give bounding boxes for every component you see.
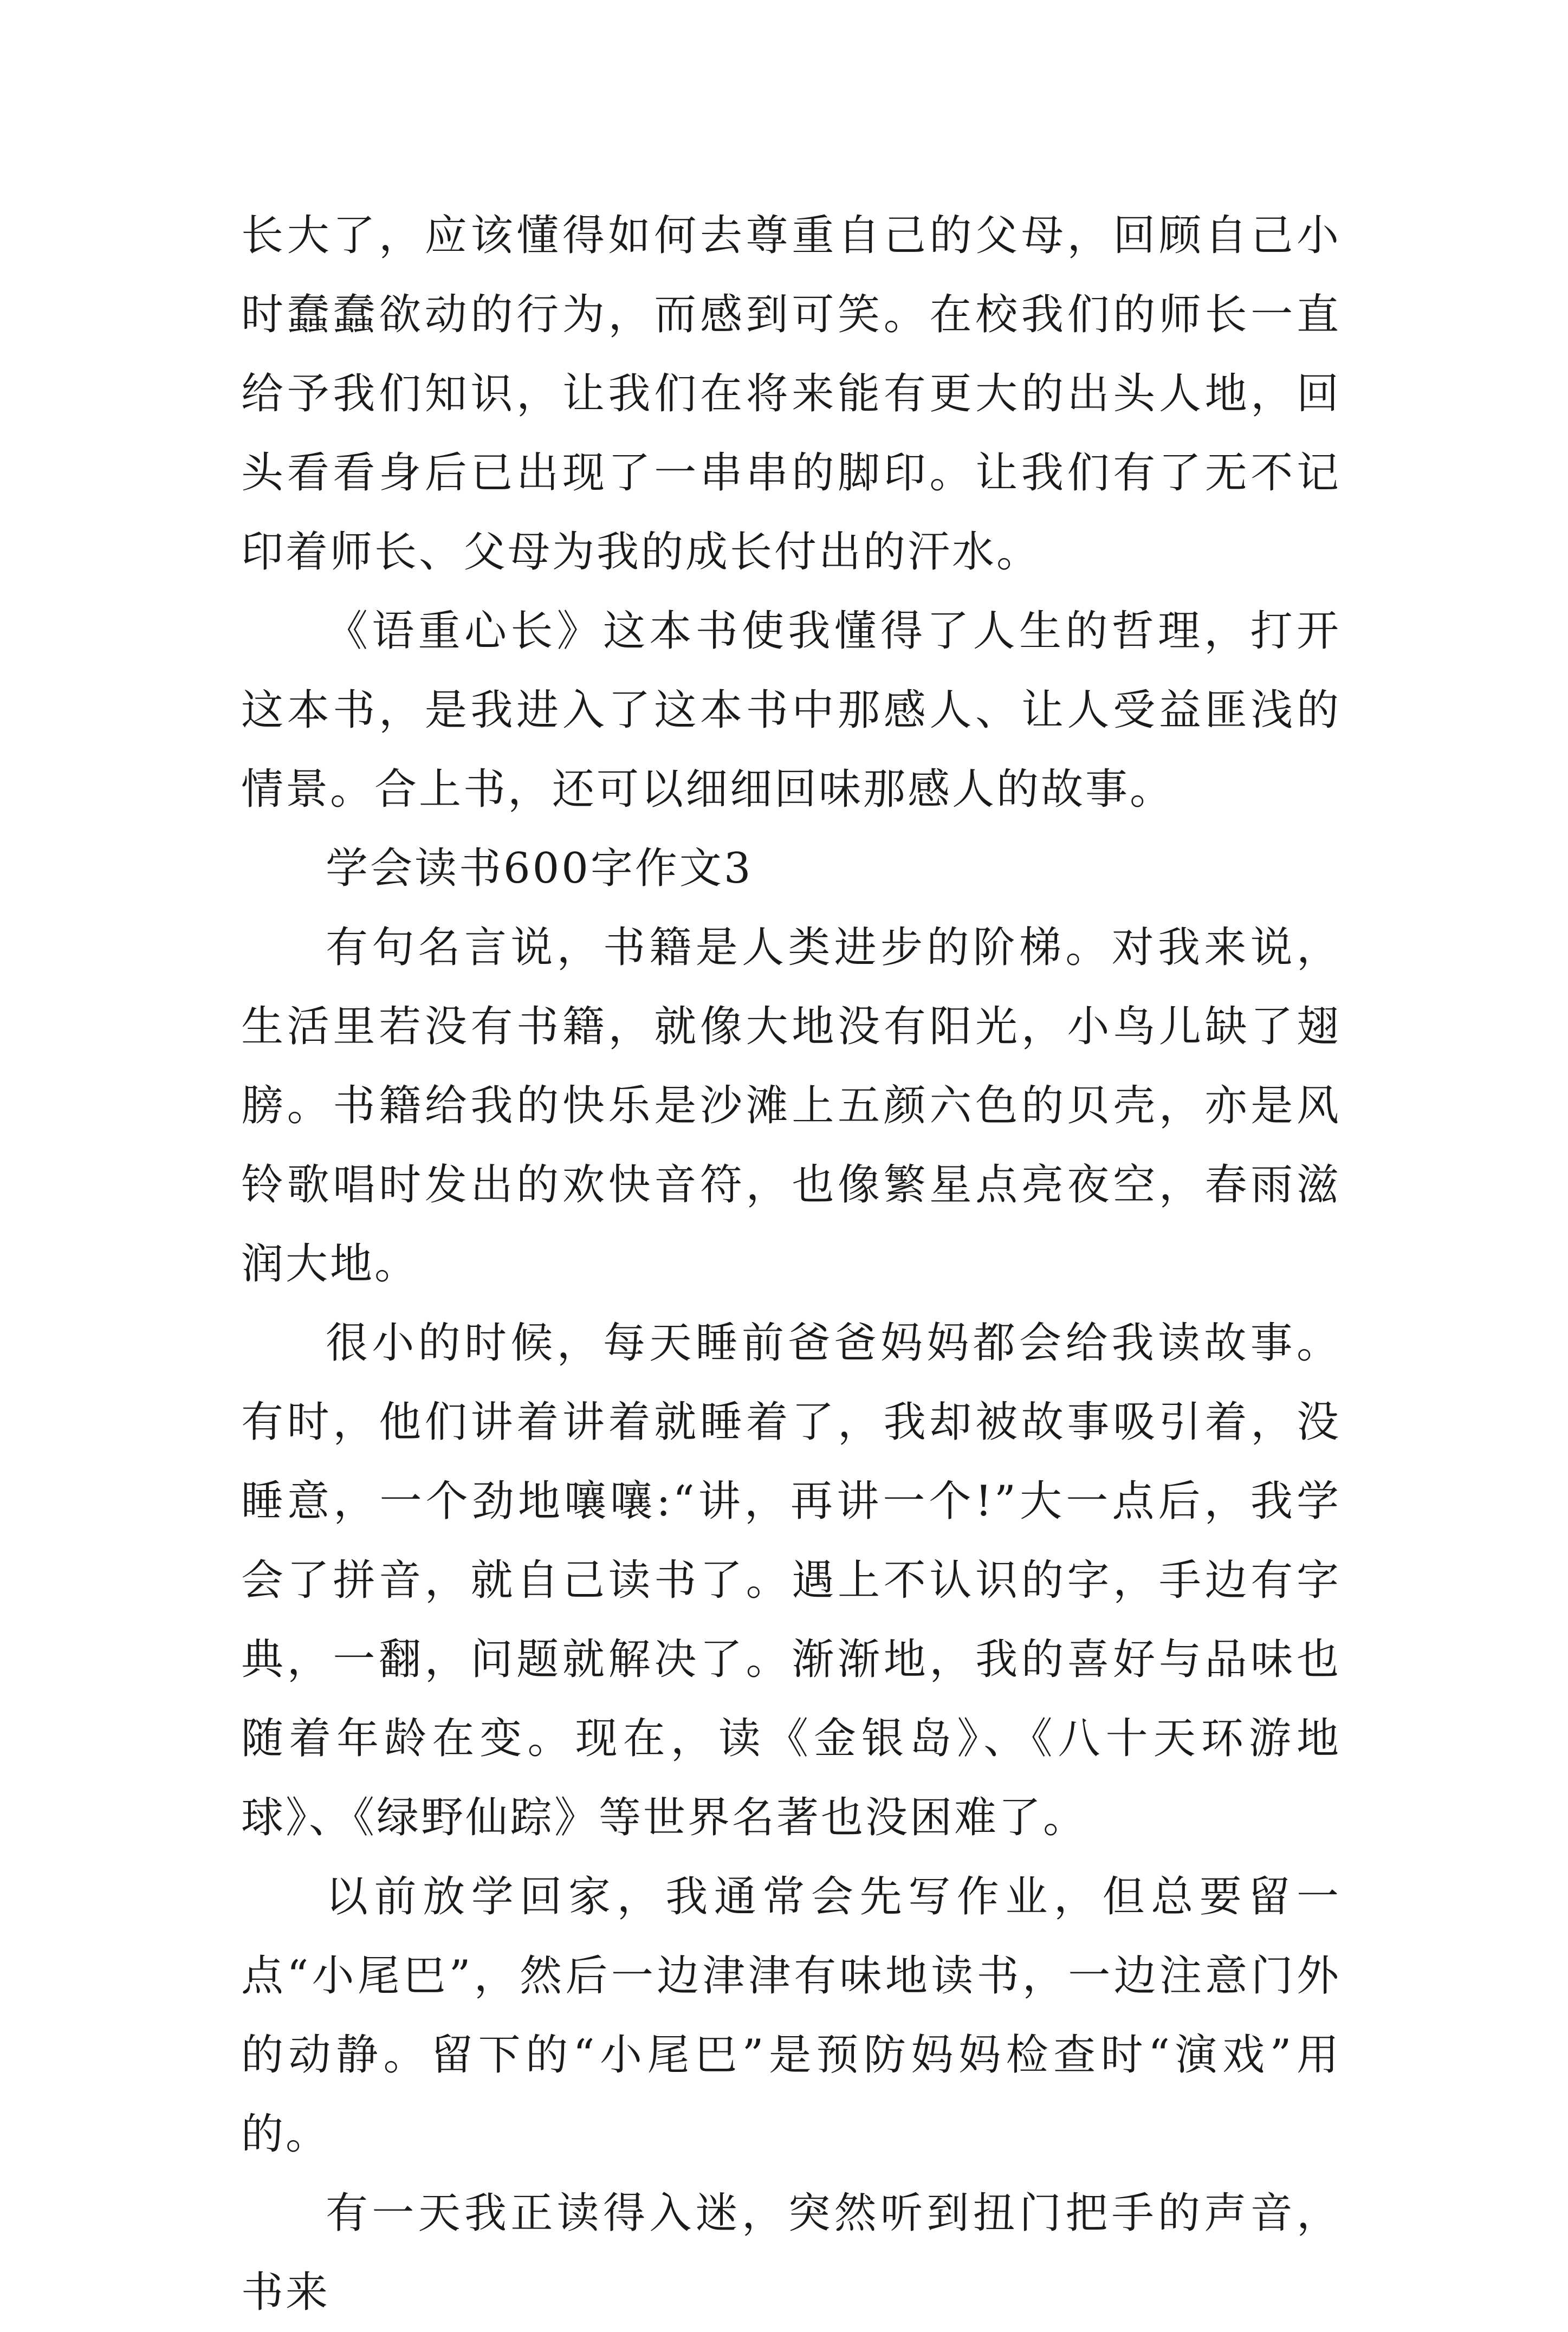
paragraph-continuation: 长大了，应该懂得如何去尊重自己的父母，回顾自己小时蠢蠢欲动的行为，而感到可笑。在校我们的师长一直给予我们知识，让我们在将来能有更大的出头人地，回头看看身后已出现了一串串的脚印。让我们有了无不记印着师长、父母为我的成长付出的汗水。 (241, 211, 1341, 576)
document-body (241, 196, 1341, 2332)
paragraph-childhood-stories: 很小的时候，每天睡前爸爸妈妈都会给我读故事。有时，他们讲着讲着就睡着了，我却被故事吸引着，没睡意，一个劲地嚷嚷:“讲，再讲一个!”大一点后，我学会了拼音，就自己读书了。遇上不认识的字，手边有字典，一翻，问题就解决了。渐渐地，我的喜好与品味也随着年龄在变。现在，读《金银岛》、《八十天环游地球》、《绿野仙踪》等世界名著也没困难了。 (241, 1319, 1341, 1842)
paragraph-one-day: 有一天我正读得入迷，突然听到扭门把手的声音，书来 (241, 2189, 1341, 2317)
section-heading: 学会读书600字作文3 (326, 844, 753, 893)
paragraph-book-reflection: 《语重心长》这本书使我懂得了人生的哲理，打开这本书，是我进入了这本书中那感人、让人受益匪浅的情景。合上书，还可以细细回味那感人的故事。 (241, 607, 1341, 814)
paragraph-homework: 以前放学回家，我通常会先写作业，但总要留一点“小尾巴”，然后一边津津有味地读书，一边注意门外的动静。留下的“小尾巴”是预防妈妈检查时“演戏”用的。 (241, 1873, 1341, 2159)
paragraph-quote-books: 有句名言说，书籍是人类进步的阶梯。对我来说，生活里若没有书籍，就像大地没有阳光，小鸟儿缺了翅膀。书籍给我的快乐是沙滩上五颜六色的贝壳，亦是风铃歌唱时发出的欢快音符，也像繁星点亮夜空，春雨滋润大地。 (241, 923, 1341, 1288)
